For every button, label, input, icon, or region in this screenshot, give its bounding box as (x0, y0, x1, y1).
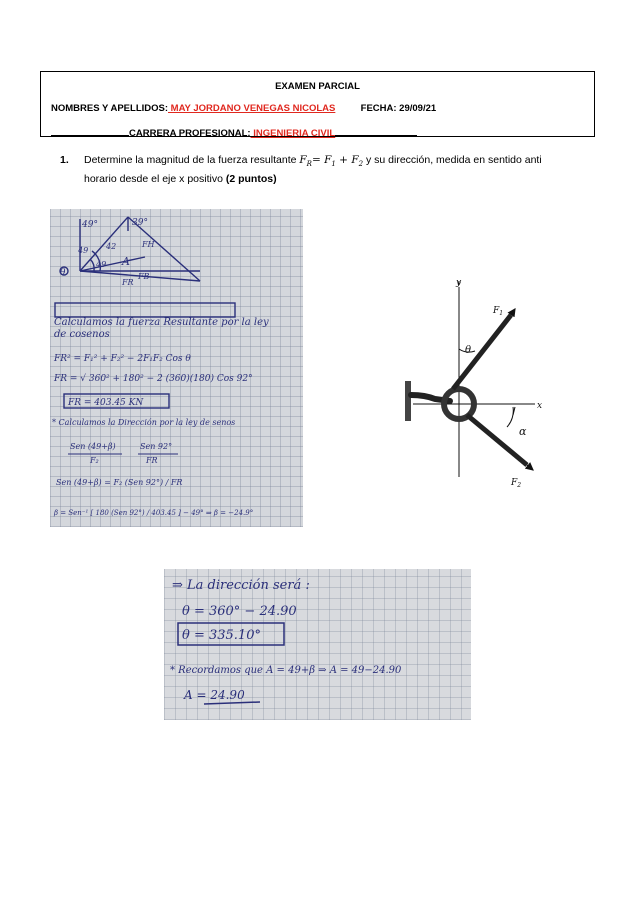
career-row (51, 125, 417, 139)
sol-eq-4a: Sen (49+β) (70, 442, 116, 451)
exam-title: EXAMEN PARCIAL (275, 81, 360, 92)
sol-eq-2: FR = √ 360² + 180² − 2 (360)(180) Cos 92° (54, 374, 253, 384)
a-label: A (122, 255, 130, 268)
question-text (84, 153, 574, 187)
y-axis-label: y (456, 278, 462, 288)
sol-eq-5: Sen (49+β) = F₂ (Sen 92°) / FR (56, 478, 183, 487)
angle-top-left: 49° (82, 220, 98, 230)
solution-photo-1 (50, 209, 303, 527)
sol2-line-1: ⇒ La dirección será : (172, 578, 310, 593)
blank-line-left (51, 125, 129, 136)
force-diagram (395, 277, 555, 507)
career-value: INGENIERIA CIVIL (250, 128, 336, 139)
hook-force-figure (395, 277, 555, 507)
sol-eq-4d: FR (146, 456, 158, 465)
sol-line-1: Calculamos la fuerza Resultante por la ley (54, 317, 269, 328)
angle-a-label: 49 (78, 246, 89, 255)
sol-eq-3: FR = 403.45 KN (68, 398, 144, 408)
fb-label: FB (138, 272, 150, 281)
solution-sketch-2 (164, 569, 471, 720)
sol-eq-6: β = Sen⁻¹ [ 180 (Sen 92°) / 403.45 ] − 49° ⇒ β = −24.9° (54, 509, 254, 517)
date-label: FECHA: 29/09/21 (360, 103, 437, 114)
sol-line-3: * Calculamos la Dirección por la ley de senos (52, 418, 236, 427)
question-text-after: y su dirección, medida en sentido anti horario desde el eje x positivo (84, 154, 542, 186)
sol2-line-5: A = 24.90 (184, 688, 245, 702)
sol2-line-2: θ = 360° − 24.90 (182, 604, 297, 619)
solution-sketch (50, 209, 303, 527)
blank-line-right (335, 125, 417, 136)
formula-fr: $F_R= F_1 + F_2$ (299, 154, 364, 169)
question-number: 1. (60, 154, 69, 166)
f1-label: $F_1$ (493, 306, 504, 317)
x-axis-label: x (537, 401, 543, 411)
names-value: MAY JORDANO VENEGAS NICOLAS (168, 103, 336, 114)
angle-top-right: 39° (132, 218, 148, 228)
exam-header (40, 71, 595, 137)
sol-eq-4b: F₂ (90, 456, 99, 465)
theta-angle-label: θ (465, 345, 472, 356)
sol2-line-4: * Recordamos que A = 49+β ⇒ A = 49−24.90 (170, 665, 402, 676)
sol-eq-1: FR² = F₁² + F₂² − 2F₁F₂ Cos θ (54, 354, 191, 364)
sol2-line-3: θ = 335.10° (182, 628, 261, 643)
solution-photo-2 (164, 569, 471, 720)
f2-label: $F_2$ (511, 478, 522, 489)
sol-eq-4c: Sen 92° (140, 442, 173, 451)
question-text-before: Determine la magnitud de la fuerza resultante (84, 154, 297, 166)
angle-c-label: 49 (96, 260, 107, 269)
career-label: CARRERA PROFESIONAL: (129, 128, 251, 139)
angle-b-label: 42 (106, 242, 117, 251)
fr-label: FR (122, 278, 134, 287)
sol-line-2: de cosenos (54, 329, 110, 340)
theta-label: θ (60, 268, 66, 278)
names-label: NOMBRES Y APELLIDOS: (51, 103, 169, 114)
question-points: (2 puntos) (225, 173, 277, 186)
names-row (51, 103, 436, 114)
alpha-angle-label: α (519, 425, 527, 438)
fh-label: FH (142, 240, 155, 249)
